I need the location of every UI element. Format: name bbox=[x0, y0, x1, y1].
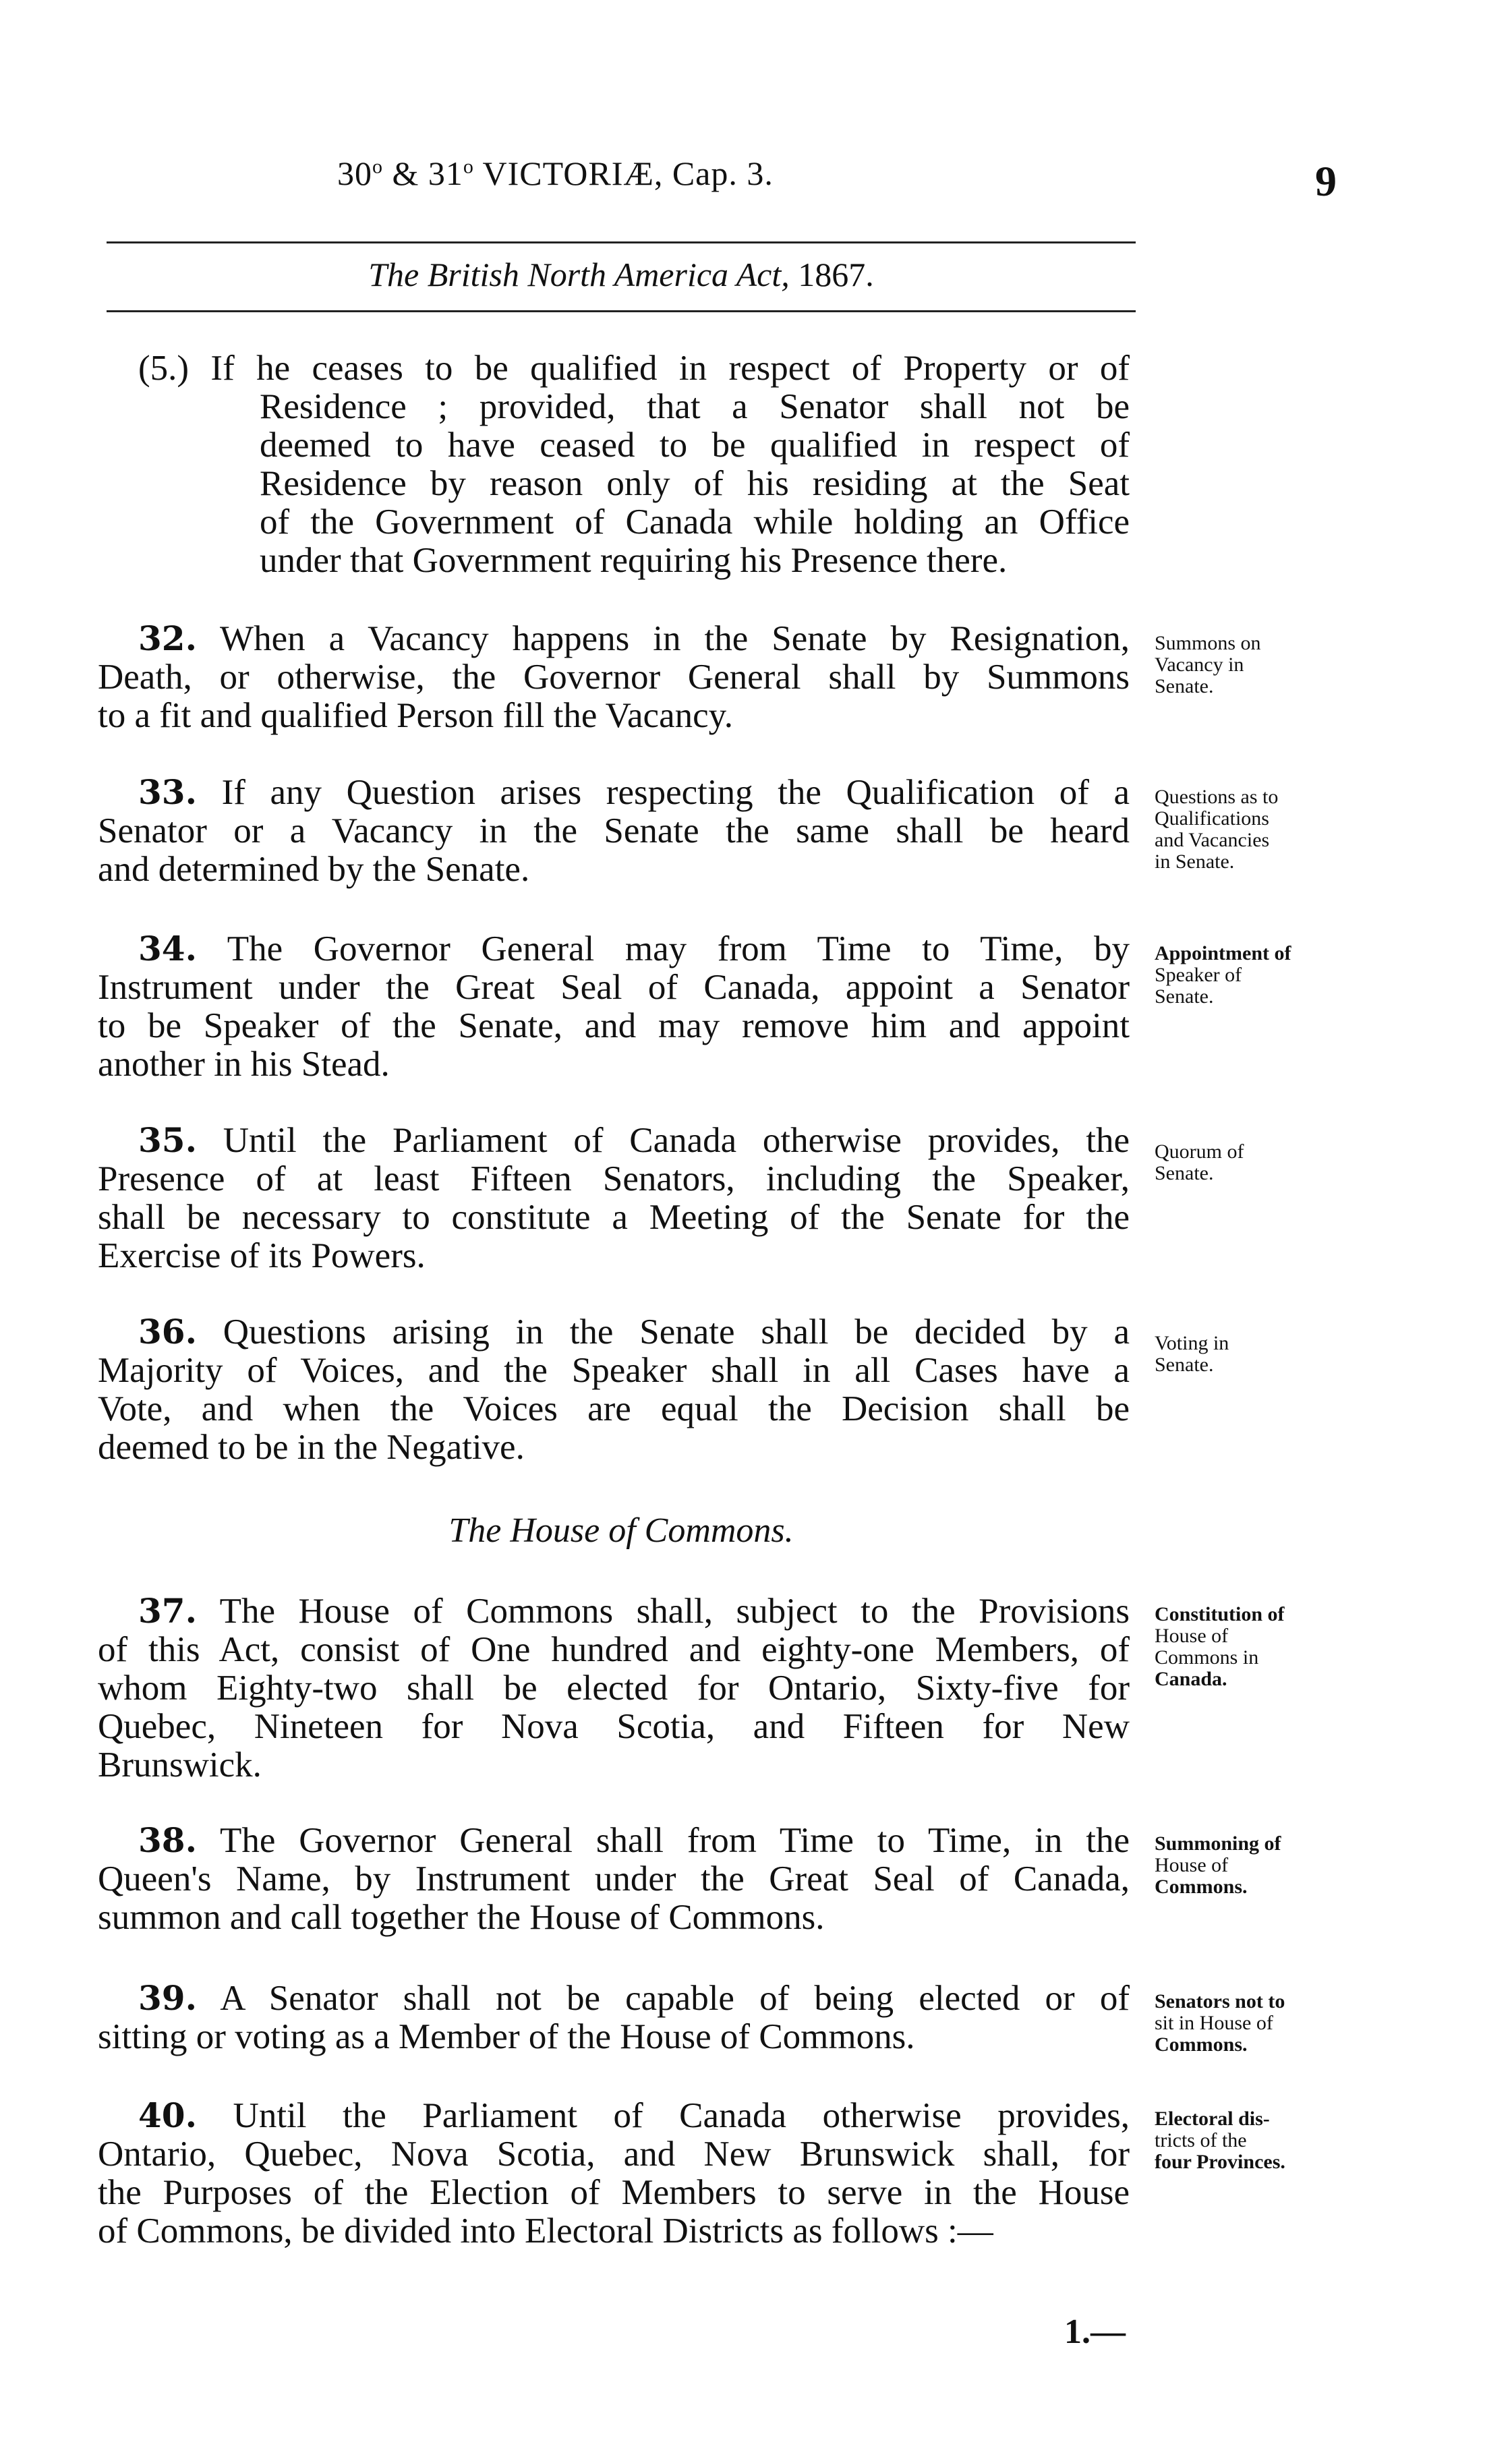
section-37 bbox=[98, 1592, 1130, 1785]
section-number: 32. bbox=[138, 618, 197, 658]
marginal-note-39: Senators not to sit in House of Commons. bbox=[1155, 1990, 1285, 2056]
section-number: 37. bbox=[138, 1591, 197, 1631]
section-36 bbox=[98, 1312, 1130, 1467]
section-first-line: 40. Until the Parliament of Canada otherwise provides, bbox=[138, 2095, 1130, 2135]
section-line: Vote, and when the Voices are equal the Decision shall be bbox=[98, 1389, 1130, 1428]
section-first-line: 33. If any Question arises respecting the Qualification of a bbox=[138, 772, 1130, 812]
clause-line: Residence ; provided, that a Senator shall not be bbox=[260, 387, 1130, 426]
running-head: 30$^o$ & 31$^o$ VICTORIÆ, Cap. 3. bbox=[337, 154, 774, 192]
marginal-note-34: Appointment of Speaker of Senate. bbox=[1155, 942, 1291, 1008]
header-rule-bottom bbox=[107, 310, 1136, 312]
page-number: 9 bbox=[1315, 157, 1337, 205]
section-line: Instrument under the Great Seal of Canada, appoint a Senator bbox=[98, 968, 1130, 1007]
section-line: Brunswick. bbox=[98, 1745, 262, 1785]
clause-line: deemed to have ceased to be qualified in respect of bbox=[260, 426, 1130, 465]
section-number: 34. bbox=[138, 929, 197, 968]
section-line: the Purposes of the Election of Members to serve in the House bbox=[98, 2173, 1130, 2212]
section-number: 39. bbox=[138, 1978, 197, 2018]
section-first-line: 39. A Senator shall not be capable of being elected or of bbox=[138, 1978, 1130, 2018]
section-number: 36. bbox=[138, 1312, 197, 1352]
section-40 bbox=[98, 2096, 1130, 2251]
section-line: of Commons, be divided into Electoral Districts as follows :— bbox=[98, 2211, 993, 2251]
clause-line: Residence by reason only of his residing at the Seat bbox=[260, 464, 1130, 503]
marginal-note-38: Summoning of House of Commons. bbox=[1155, 1832, 1281, 1898]
section-line: and determined by the Senate. bbox=[98, 850, 530, 889]
section-first-line: 35. Until the Parliament of Canada otherwise provides, the bbox=[138, 1120, 1130, 1160]
section-line: Death, or otherwise, the Governor General shall by Summons bbox=[98, 658, 1130, 697]
section-line: Queen's Name, by Instrument under the Great Seal of Canada, bbox=[98, 1859, 1130, 1899]
section-32 bbox=[98, 619, 1130, 735]
marginal-note-36: Voting in Senate. bbox=[1155, 1332, 1229, 1376]
section-line: whom Eighty-two shall be elected for Ontario, Sixty-five for bbox=[98, 1669, 1130, 1708]
header-rule-top bbox=[107, 241, 1136, 243]
section-35 bbox=[98, 1121, 1130, 1275]
section-line: summon and call together the House of Commons. bbox=[98, 1898, 825, 1937]
section-first-line: 37. The House of Commons shall, subject to the Provisions bbox=[138, 1591, 1130, 1631]
clause-line: (5.) If he ceases to be qualified in respect of Property or of bbox=[138, 349, 1130, 388]
section-first-line: 36. Questions arising in the Senate shall be decided by a bbox=[138, 1312, 1130, 1352]
section-line: Majority of Voices, and the Speaker shall in all Cases have a bbox=[98, 1351, 1130, 1390]
act-title: The British North America Act, 1867. bbox=[368, 256, 874, 293]
section-33 bbox=[98, 773, 1130, 889]
section-number: 40. bbox=[138, 2095, 197, 2135]
clause-line: of the Government of Canada while holding an Office bbox=[260, 502, 1130, 542]
section-line: shall be necessary to constitute a Meeting of the Senate for the bbox=[98, 1198, 1130, 1237]
section-number: 35. bbox=[138, 1120, 197, 1160]
section-34 bbox=[98, 929, 1130, 1084]
section-line: Ontario, Quebec, Nova Scotia, and New Brunswick shall, for bbox=[98, 2135, 1130, 2174]
section-39 bbox=[98, 1979, 1130, 2056]
marginal-note-40: Electoral dis- tricts of the four Provinces. bbox=[1155, 2108, 1285, 2173]
section-first-line: 34. The Governor General may from Time to Time, by bbox=[138, 929, 1130, 968]
section-line: another in his Stead. bbox=[98, 1045, 390, 1084]
section-line: sitting or voting as a Member of the House of Commons. bbox=[98, 2017, 915, 2056]
section-heading: The House of Commons. bbox=[448, 1511, 794, 1550]
section-number: 38. bbox=[138, 1820, 197, 1860]
section-line: Senator or a Vacancy in the Senate the same shall be heard bbox=[98, 811, 1130, 850]
clause-5 bbox=[98, 349, 1130, 580]
section-line: to a fit and qualified Person fill the Vacancy. bbox=[98, 696, 733, 735]
section-line: Presence of at least Fifteen Senators, including the Speaker, bbox=[98, 1159, 1130, 1198]
section-line: to be Speaker of the Senate, and may remove him and appoint bbox=[98, 1006, 1130, 1045]
section-first-line: 32. When a Vacancy happens in the Senate by Resignation, bbox=[138, 618, 1130, 658]
marginal-note-33: Questions as to Qualifications and Vacancies in Senate. bbox=[1155, 786, 1279, 873]
section-first-line: 38. The Governor General shall from Time to Time, in the bbox=[138, 1820, 1130, 1860]
marginal-note-37: Constitution of House of Commons in Canada. bbox=[1155, 1603, 1285, 1690]
section-line: Quebec, Nineteen for Nova Scotia, and Fifteen for New bbox=[98, 1707, 1130, 1746]
catchword: 1.— bbox=[1064, 2313, 1126, 2351]
section-number: 33. bbox=[138, 772, 197, 812]
section-line: of this Act, consist of One hundred and eighty-one Members, of bbox=[98, 1630, 1130, 1669]
marginal-note-35: Quorum of Senate. bbox=[1155, 1140, 1244, 1184]
section-38 bbox=[98, 1821, 1130, 1937]
clause-line: under that Government requiring his Presence there. bbox=[260, 541, 1008, 580]
marginal-note-32: Summons on Vacancy in Senate. bbox=[1155, 632, 1261, 697]
section-line: Exercise of its Powers. bbox=[98, 1236, 426, 1275]
section-line: deemed to be in the Negative. bbox=[98, 1428, 525, 1467]
